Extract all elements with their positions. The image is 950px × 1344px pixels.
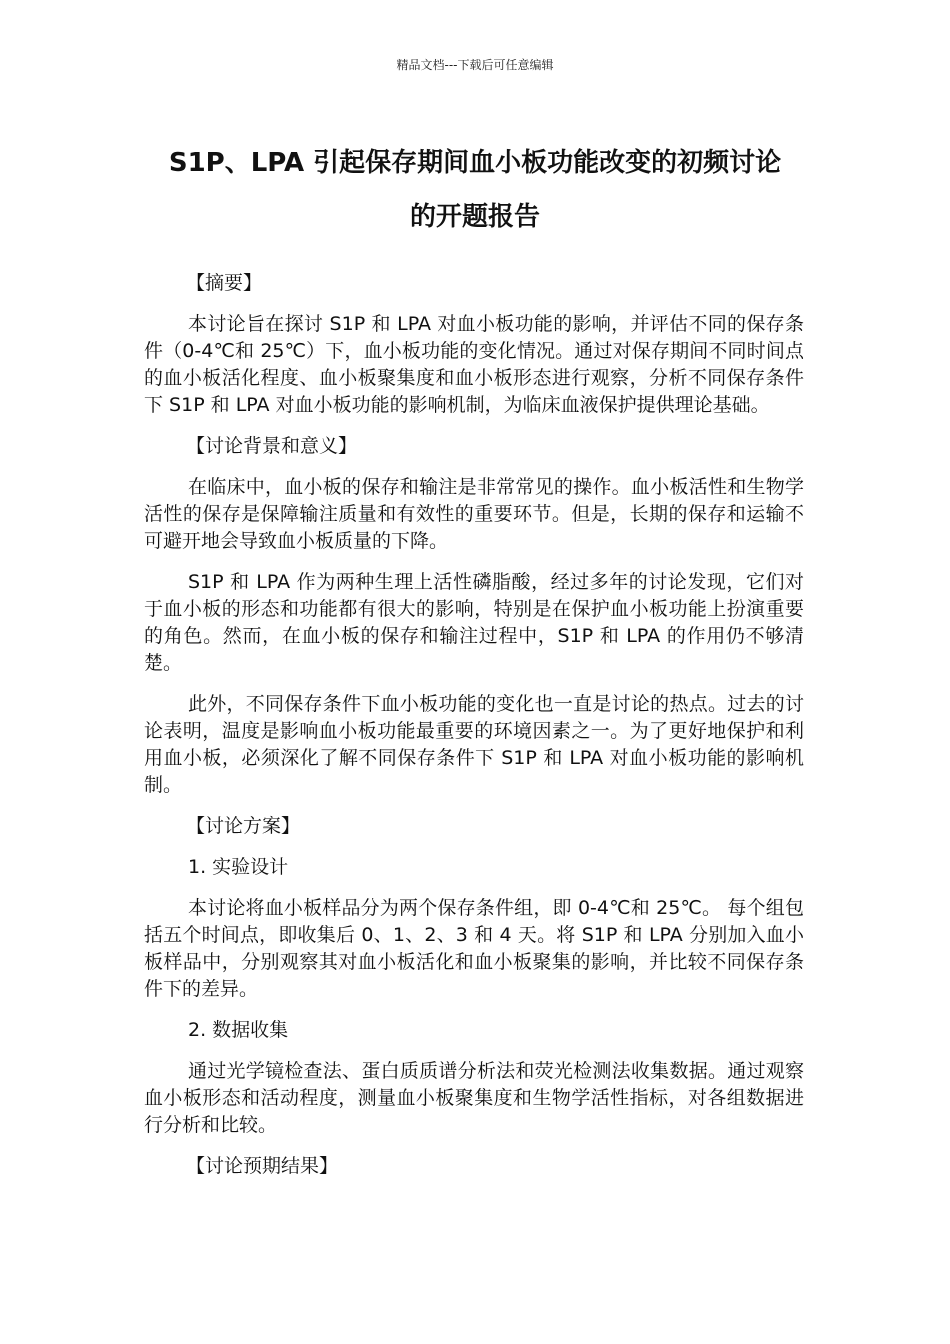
abstract-paragraph: 本讨论旨在探讨 S1P 和 LPA 对血小板功能的影响，并评估不同的保存条件（0-4℃和 25℃）下，血小板功能的变化情况。通过对保存期间不同时间点的血小板活化程度、血小板聚集度和血小板形态进行观察，分析不同保存条件下 S1P 和 LPA 对血小板功能的影响机制，为临床血液保护提供理论基础。	[144, 313, 804, 416]
plan-subheading-2: 2. 数据收集	[188, 1019, 289, 1041]
plan-subheading-1: 1. 实验设计	[188, 856, 289, 878]
background-paragraph-1: 在临床中，血小板的保存和输注是非常常见的操作。血小板活性和生物学活性的保存是保障输注质量和有效性的重要环节。但是，长期的保存和运输不可避开地会导致血小板质量的下降。	[144, 476, 804, 552]
document-title	[120, 136, 830, 244]
plan-heading: 【讨论方案】	[186, 815, 301, 837]
document-body	[144, 270, 804, 1194]
background-paragraph-2: S1P 和 LPA 作为两种生理上活性磷脂酸，经过多年的讨论发现，它们对于血小板的形态和功能都有很大的影响，特别是在保护血小板功能上扮演重要的角色。然而，在血小板的保存和输注过程中，S1P 和 LPA 的作用仍不够清楚。	[144, 571, 804, 674]
abstract-heading: 【摘要】	[186, 272, 263, 294]
plan-paragraph-2: 通过光学镜检查法、蛋白质质谱分析法和荧光检测法收集数据。通过观察血小板形态和活动程度，测量血小板聚集度和生物学活性指标，对各组数据进行分析和比较。	[144, 1060, 804, 1136]
plan-paragraph-1: 本讨论将血小板样品分为两个保存条件组，即 0-4℃和 25℃。 每个组包括五个时间点，即收集后 0、1、2、3 和 4 天。将 S1P 和 LPA 分别加入血小板样品中，分别观察其对血小板活化和血小板聚集的影响，并比较不同保存条件下的差异。	[144, 897, 804, 1000]
results-heading: 【讨论预期结果】	[186, 1155, 339, 1177]
background-paragraph-3: 此外，不同保存条件下血小板功能的变化也一直是讨论的热点。过去的讨论表明，温度是影响血小板功能最重要的环境因素之一。为了更好地保护和利用血小板，必须深化了解不同保存条件下 S1P 和 LPA 对血小板功能的影响机制。	[144, 693, 804, 796]
background-heading: 【讨论背景和意义】	[186, 435, 358, 457]
title-line-2: 的开题报告	[409, 202, 540, 232]
page-header: 精品文档---下载后可任意编辑	[396, 58, 554, 72]
title-line-1: S1P、LPA 引起保存期间血小板功能改变的初频讨论	[168, 148, 782, 178]
